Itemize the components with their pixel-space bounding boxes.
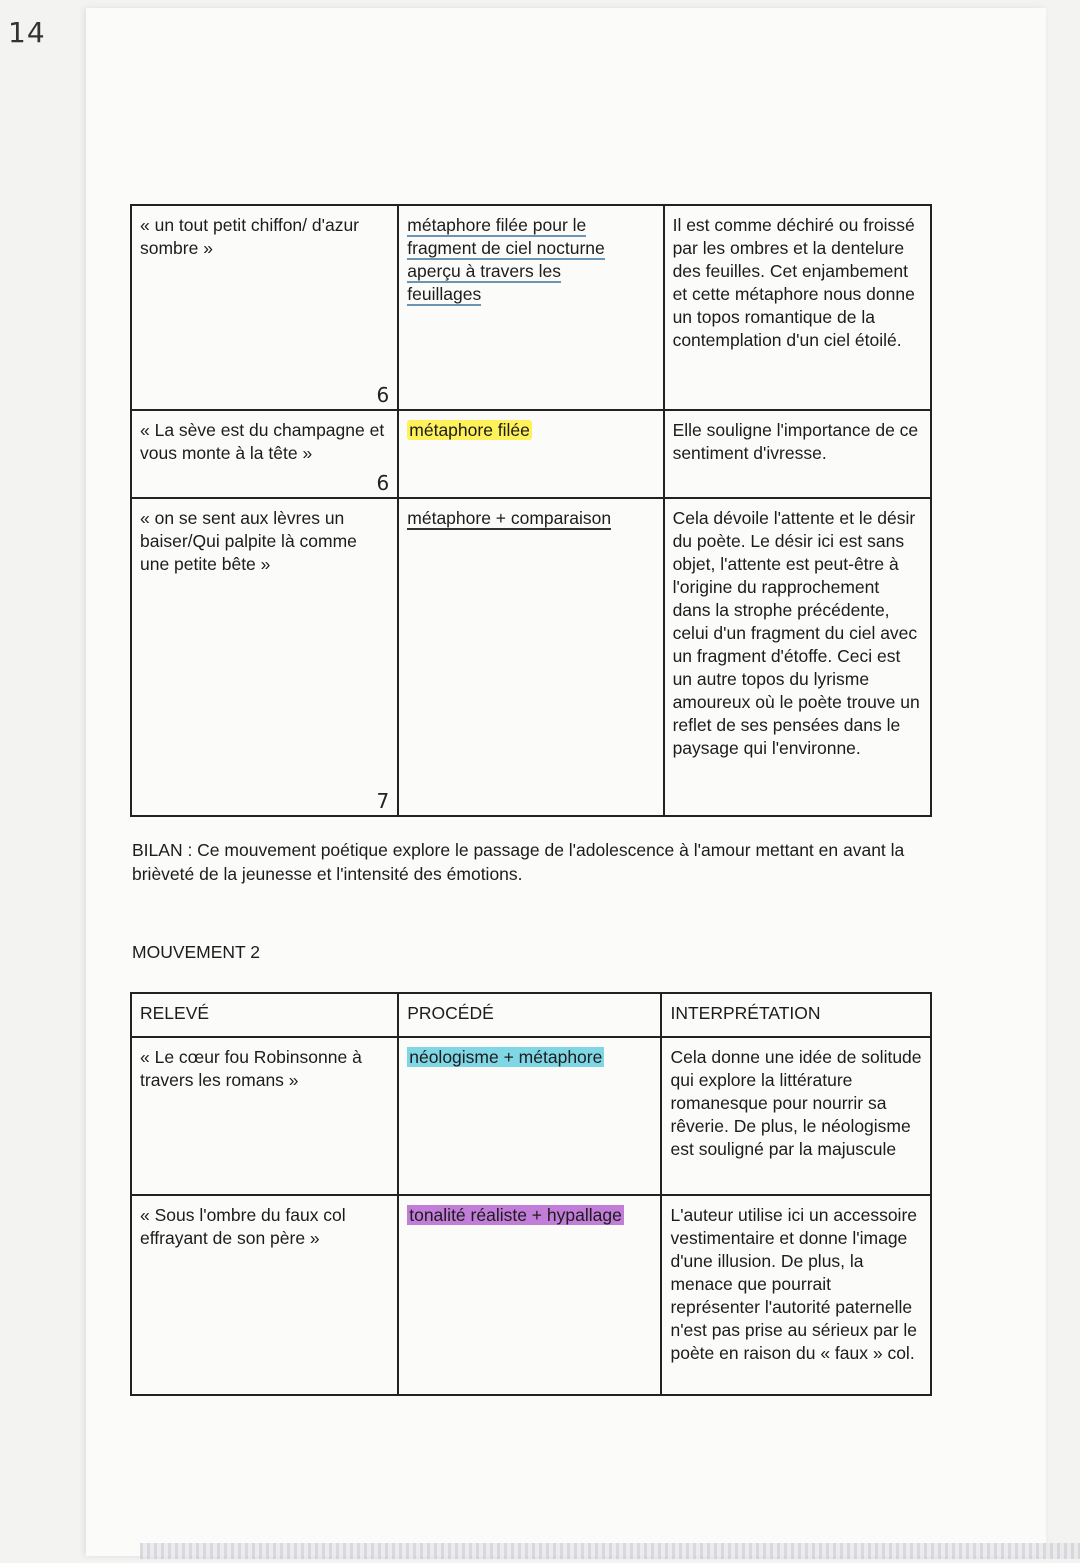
procede-cell [398, 498, 663, 816]
procede-line: fragment de ciel nocturne [407, 238, 605, 258]
page-number: 14 [8, 16, 46, 49]
procede-cell [398, 1195, 661, 1395]
table-header-row [131, 993, 931, 1037]
procede-line: feuillages [407, 284, 482, 304]
header-interpretation: INTERPRÉTATION [661, 993, 931, 1037]
releve-cell [131, 410, 398, 498]
releve-cell [131, 1037, 398, 1195]
procede-cell [398, 410, 663, 498]
interpretation-cell [661, 1037, 931, 1195]
line-number: 6 [376, 471, 390, 495]
header-procede: PROCÉDÉ [398, 993, 661, 1037]
procede-line: métaphore filée pour le [407, 215, 587, 235]
releve-cell [131, 498, 398, 816]
interpretation-text: Cela donne une idée de solitude qui explore la littérature romanesque pour nourrir sa rêverie. De plus, le néologisme est souligné par la majuscule [670, 1047, 922, 1159]
interpretation-cell [664, 410, 931, 498]
interpretation-text: Elle souligne l'importance de ce sentiment d'ivresse. [672, 420, 919, 463]
procede-text: métaphore + comparaison [407, 508, 612, 528]
table-row [131, 205, 931, 410]
releve-cell [131, 1195, 398, 1395]
page-edge-strip [140, 1543, 1080, 1559]
table-row [131, 1037, 931, 1195]
section-title: MOUVEMENT 2 [132, 942, 261, 962]
releve-text: « La sève est du champagne et vous monte à la tête » [140, 420, 385, 463]
releve-cell [131, 205, 398, 410]
table-row [131, 410, 931, 498]
analysis-table-1 [130, 204, 932, 817]
releve-text: « Le cœur fou Robinsonne à travers les romans » [140, 1047, 362, 1090]
releve-text: « Sous l'ombre du faux col effrayant de son père » [140, 1205, 346, 1248]
procede-cell [398, 1037, 661, 1195]
table-row [131, 1195, 931, 1395]
interpretation-cell [664, 205, 931, 410]
bilan-paragraph: BILAN : Ce mouvement poétique explore le passage de l'adolescence à l'amour mettant en avant la brièveté de la jeunesse et l'intensité des émotions. [132, 840, 905, 884]
header-releve: RELEVÉ [131, 993, 398, 1037]
interpretation-cell [664, 498, 931, 816]
releve-text: « un tout petit chiffon/ d'azur sombre » [140, 215, 359, 258]
procede-highlight: tonalité réaliste + hypallage [409, 1205, 622, 1225]
procede-cell [398, 205, 663, 410]
table-row [131, 498, 931, 816]
line-number: 7 [376, 789, 390, 813]
interpretation-cell [661, 1195, 931, 1395]
procede-highlight: néologisme + métaphore [409, 1047, 603, 1067]
procede-highlight: métaphore filée [409, 420, 530, 440]
analysis-table-2 [130, 992, 932, 1396]
releve-text: « on se sent aux lèvres un baiser/Qui palpite là comme une petite bête » [140, 508, 357, 574]
interpretation-text: Il est comme déchiré ou froissé par les ombres et la dentelure des feuilles. Cet enjambement et cette métaphore nous donne un topos romantique de la contemplation d'un ciel étoilé. [672, 215, 915, 350]
line-number: 6 [376, 383, 390, 407]
procede-line: aperçu à travers les [407, 261, 561, 281]
interpretation-text: L'auteur utilise ici un accessoire vestimentaire et donne l'image d'une illusion. De plus, la menace que pourrait représenter l'autorité paternelle n'est pas prise au sérieux par le poète en raison du « faux » col. [670, 1205, 918, 1363]
interpretation-text: Cela dévoile l'attente et le désir du poète. Le désir ici est sans objet, l'attente est peut-être à l'origine du rapprochement dans la strophe précédente, celui d'un fragment du ciel avec un fragment d'étoffe. Ceci est un autre topos du lyrisme amoureux où le poète trouve un reflet de ses pensées dans le paysage qui l'environne. [672, 508, 920, 758]
